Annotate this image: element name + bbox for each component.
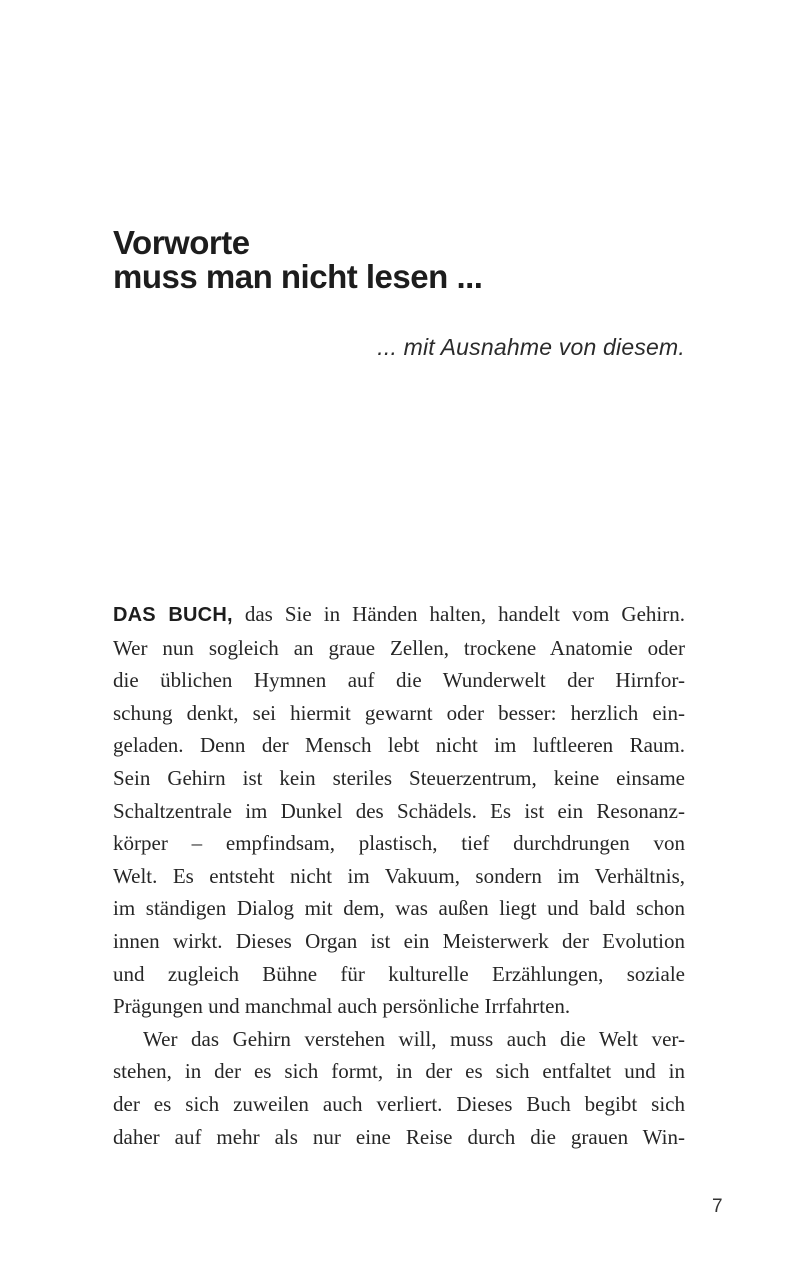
body-line [113, 598, 685, 632]
chapter-title-line1: Vorworte [113, 224, 250, 261]
chapter-title-line2: muss man nicht lesen ... [113, 258, 483, 295]
body-line: Schaltzentrale im Dunkel des Schädels. Es ist ein Resonanz- [113, 798, 685, 823]
body-line: Wer das Gehirn verstehen will, muss auch die Welt ver- [143, 1026, 685, 1051]
page-number: 7 [712, 1196, 723, 1217]
body-line: Prägungen und manchmal auch persönliche Irrfahrten. [113, 994, 571, 1019]
body-line: Welt. Es entsteht nicht im Vakuum, sondern im Verhältnis, [113, 863, 685, 888]
body-line: die üblichen Hymnen auf die Wunderwelt der Hirnfor- [113, 668, 685, 693]
body-line: daher auf mehr als nur eine Reise durch die grauen Win- [113, 1124, 685, 1149]
body-line: Sein Gehirn ist kein steriles Steuerzentrum, keine einsame [113, 765, 685, 790]
body-line: geladen. Denn der Mensch lebt nicht im luftleeren Raum. [113, 733, 685, 758]
body-line: im ständigen Dialog mit dem, was außen liegt und bald schon [113, 896, 685, 921]
body-line: körper – empfindsam, plastisch, tief durchdrungen von [113, 831, 685, 856]
body-line-text: das Sie in Händen halten, handelt vom Gehirn. [244, 602, 686, 626]
body-line: innen wirkt. Dieses Organ ist ein Meisterwerk der Evolution [113, 928, 685, 953]
chapter-subtitle: ... mit Ausnahme von diesem. [377, 334, 685, 360]
body-text [113, 598, 685, 1153]
body-line: und zugleich Bühne für kulturelle Erzählungen, soziale [113, 961, 685, 986]
body-line: der es sich zuweilen auch verliert. Dieses Buch begibt sich [113, 1091, 685, 1116]
body-line: Wer nun sogleich an graue Zellen, trockene Anatomie oder [113, 635, 685, 660]
body-line: schung denkt, sei hiermit gewarnt oder besser: herzlich ein- [113, 700, 685, 725]
chapter-title [113, 226, 482, 294]
body-line: stehen, in der es sich formt, in der es sich entfaltet und in [113, 1059, 685, 1084]
lead-in-text: DAS BUCH, [113, 604, 233, 626]
